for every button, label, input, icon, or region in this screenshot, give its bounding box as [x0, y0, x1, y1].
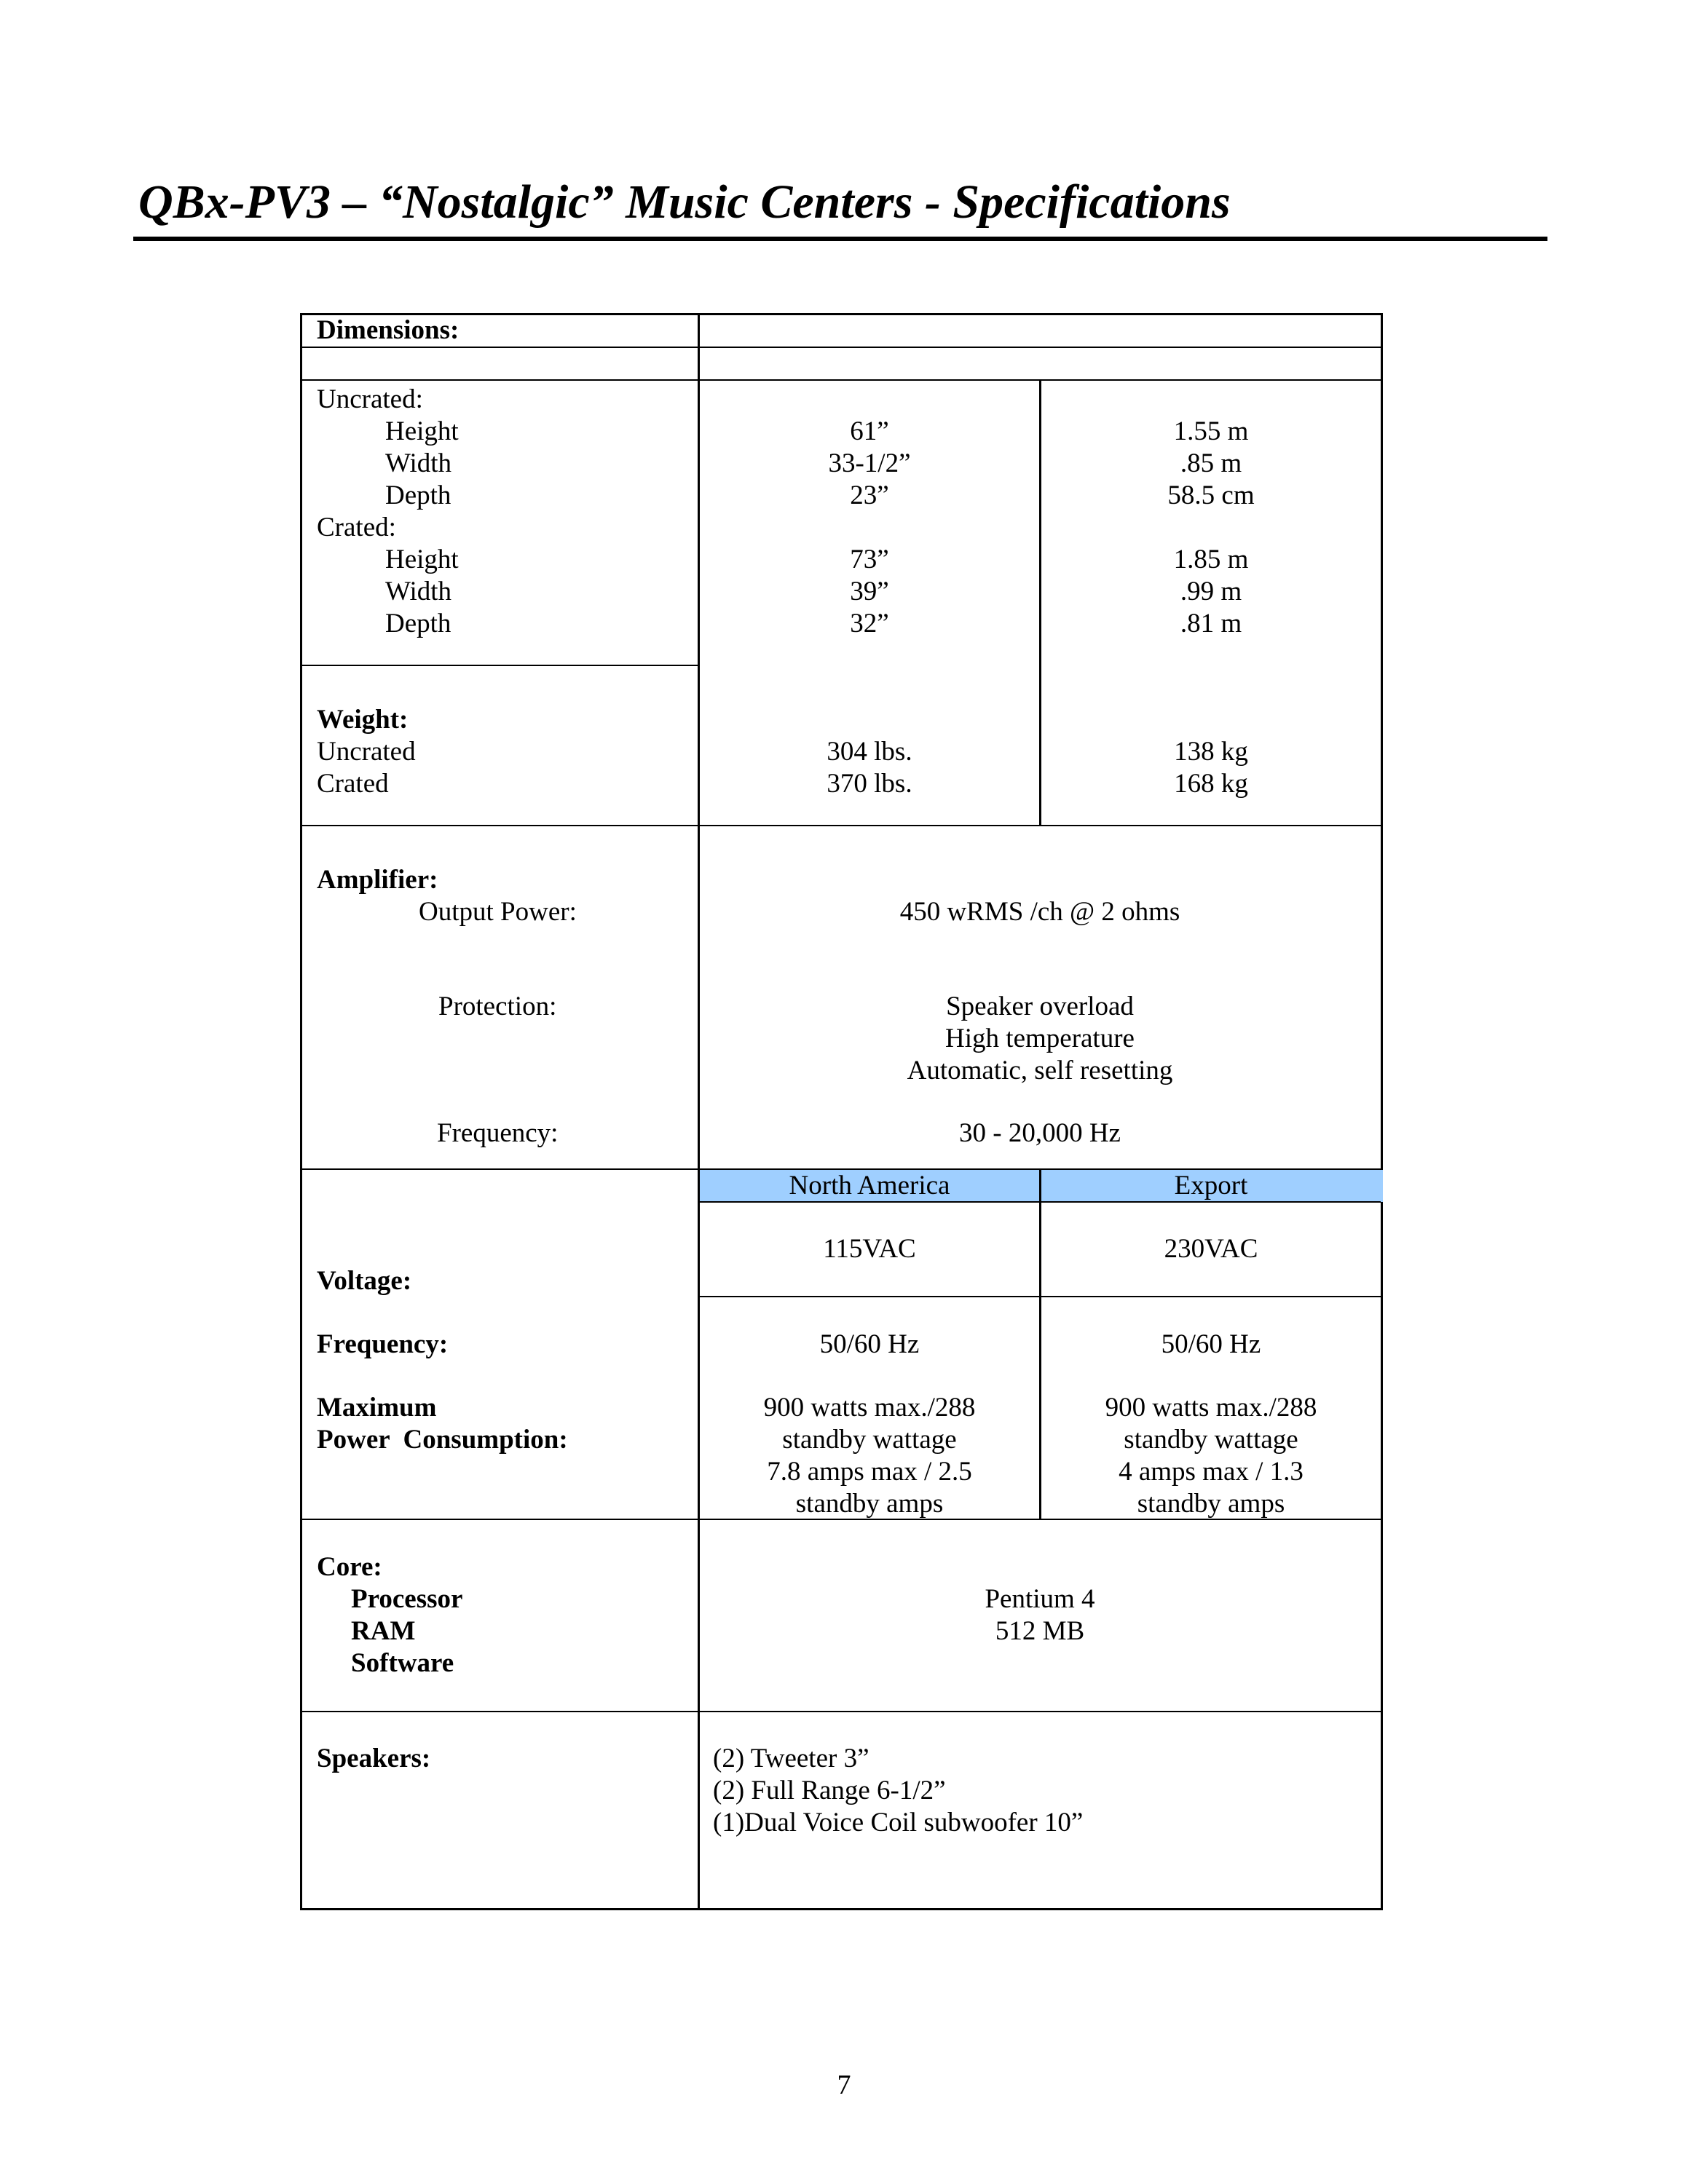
output-power-value: 450 wRMS /ch @ 2 ohms [899, 897, 1180, 927]
table-rule [302, 825, 1381, 826]
dimension-label: Height [385, 416, 459, 446]
amplifier-frequency-value: 30 - 20,000 Hz [959, 1118, 1121, 1148]
ram-value: 512 MB [995, 1616, 1085, 1646]
dimension-imperial-value: 73” [850, 545, 889, 574]
max-power-export: standby amps [1137, 1489, 1285, 1519]
max-power-label: Power Consumption: [317, 1425, 568, 1455]
max-power-label: Maximum [317, 1393, 437, 1423]
protection-value: High temperature [945, 1024, 1135, 1053]
column-export: Export [1174, 1171, 1248, 1200]
table-rule [302, 1711, 1381, 1712]
page-title: QBx-PV3 – “Nostalgic” Music Centers - Specifications [138, 175, 1231, 229]
protection-value: Speaker overload [946, 992, 1134, 1021]
dimension-metric-value: .99 m [1180, 577, 1242, 606]
crated-label: Crated: [317, 513, 396, 542]
protection-label: Protection: [438, 992, 557, 1021]
max-power-export: standby wattage [1124, 1425, 1298, 1455]
title-underline [133, 237, 1547, 241]
table-rule [302, 665, 698, 666]
specifications-table [300, 313, 1383, 1910]
processor-value: Pentium 4 [985, 1584, 1095, 1614]
voltage-export: 230VAC [1164, 1234, 1258, 1264]
table-rule [302, 379, 1381, 381]
voltage-label: Voltage: [317, 1266, 412, 1296]
weight-label: Uncrated [317, 737, 416, 767]
dimensions-header: Dimensions: [317, 315, 460, 345]
dimension-imperial-value: 39” [850, 577, 889, 606]
dimension-label: Depth [385, 609, 451, 638]
uncrated-label: Uncrated: [317, 384, 423, 414]
protection-value: Automatic, self resetting [907, 1056, 1173, 1085]
weight-metric-value: 138 kg [1174, 737, 1248, 767]
dimension-imperial-value: 32” [850, 609, 889, 638]
amplifier-frequency-label: Frequency: [437, 1118, 559, 1148]
weight-imperial-value: 370 lbs. [827, 769, 912, 799]
dimension-metric-value: 1.55 m [1173, 416, 1249, 446]
max-power-north-america: standby wattage [782, 1425, 957, 1455]
max-power-north-america: 7.8 amps max / 2.5 [767, 1457, 972, 1487]
dimension-label: Width [385, 577, 452, 606]
table-rule [698, 315, 700, 1908]
ram-label: RAM [351, 1616, 416, 1646]
speaker-item: (2) Full Range 6-1/2” [713, 1776, 946, 1805]
power-frequency-label: Frequency: [317, 1329, 449, 1359]
dimension-label: Width [385, 448, 452, 478]
amplifier-header: Amplifier: [317, 865, 438, 895]
output-power-label: Output Power: [419, 897, 577, 927]
dimension-imperial-value: 33-1/2” [828, 448, 911, 478]
speakers-header: Speakers: [317, 1744, 431, 1773]
frequency-north-america: 50/60 Hz [819, 1329, 920, 1359]
dimension-metric-value: 1.85 m [1173, 545, 1249, 574]
voltage-north-america: 115VAC [823, 1234, 916, 1264]
dimension-metric-value: .81 m [1180, 609, 1242, 638]
table-rule [1039, 379, 1041, 825]
frequency-export: 50/60 Hz [1161, 1329, 1261, 1359]
page-number: 7 [837, 2070, 851, 2100]
processor-label: Processor [351, 1584, 463, 1614]
speaker-item: (1)Dual Voice Coil subwoofer 10” [713, 1808, 1084, 1837]
speaker-item: (2) Tweeter 3” [713, 1744, 869, 1773]
core-header: Core: [317, 1552, 382, 1582]
weight-metric-value: 168 kg [1174, 769, 1248, 799]
software-label: Software [351, 1648, 454, 1678]
dimension-label: Height [385, 545, 459, 574]
max-power-north-america: standby amps [795, 1489, 944, 1519]
max-power-export: 4 amps max / 1.3 [1119, 1457, 1304, 1487]
table-rule [302, 347, 1381, 348]
column-north-america: North America [789, 1171, 950, 1200]
weight-imperial-value: 304 lbs. [827, 737, 912, 767]
dimension-label: Depth [385, 480, 451, 510]
max-power-export: 900 watts max./288 [1105, 1393, 1317, 1423]
dimension-metric-value: 58.5 cm [1167, 480, 1255, 510]
weight-header: Weight: [317, 705, 409, 735]
max-power-north-america: 900 watts max./288 [763, 1393, 976, 1423]
weight-label: Crated [317, 769, 389, 799]
dimension-metric-value: .85 m [1180, 448, 1242, 478]
table-rule [1039, 1168, 1041, 1519]
dimension-imperial-value: 23” [850, 480, 889, 510]
dimension-imperial-value: 61” [850, 416, 889, 446]
